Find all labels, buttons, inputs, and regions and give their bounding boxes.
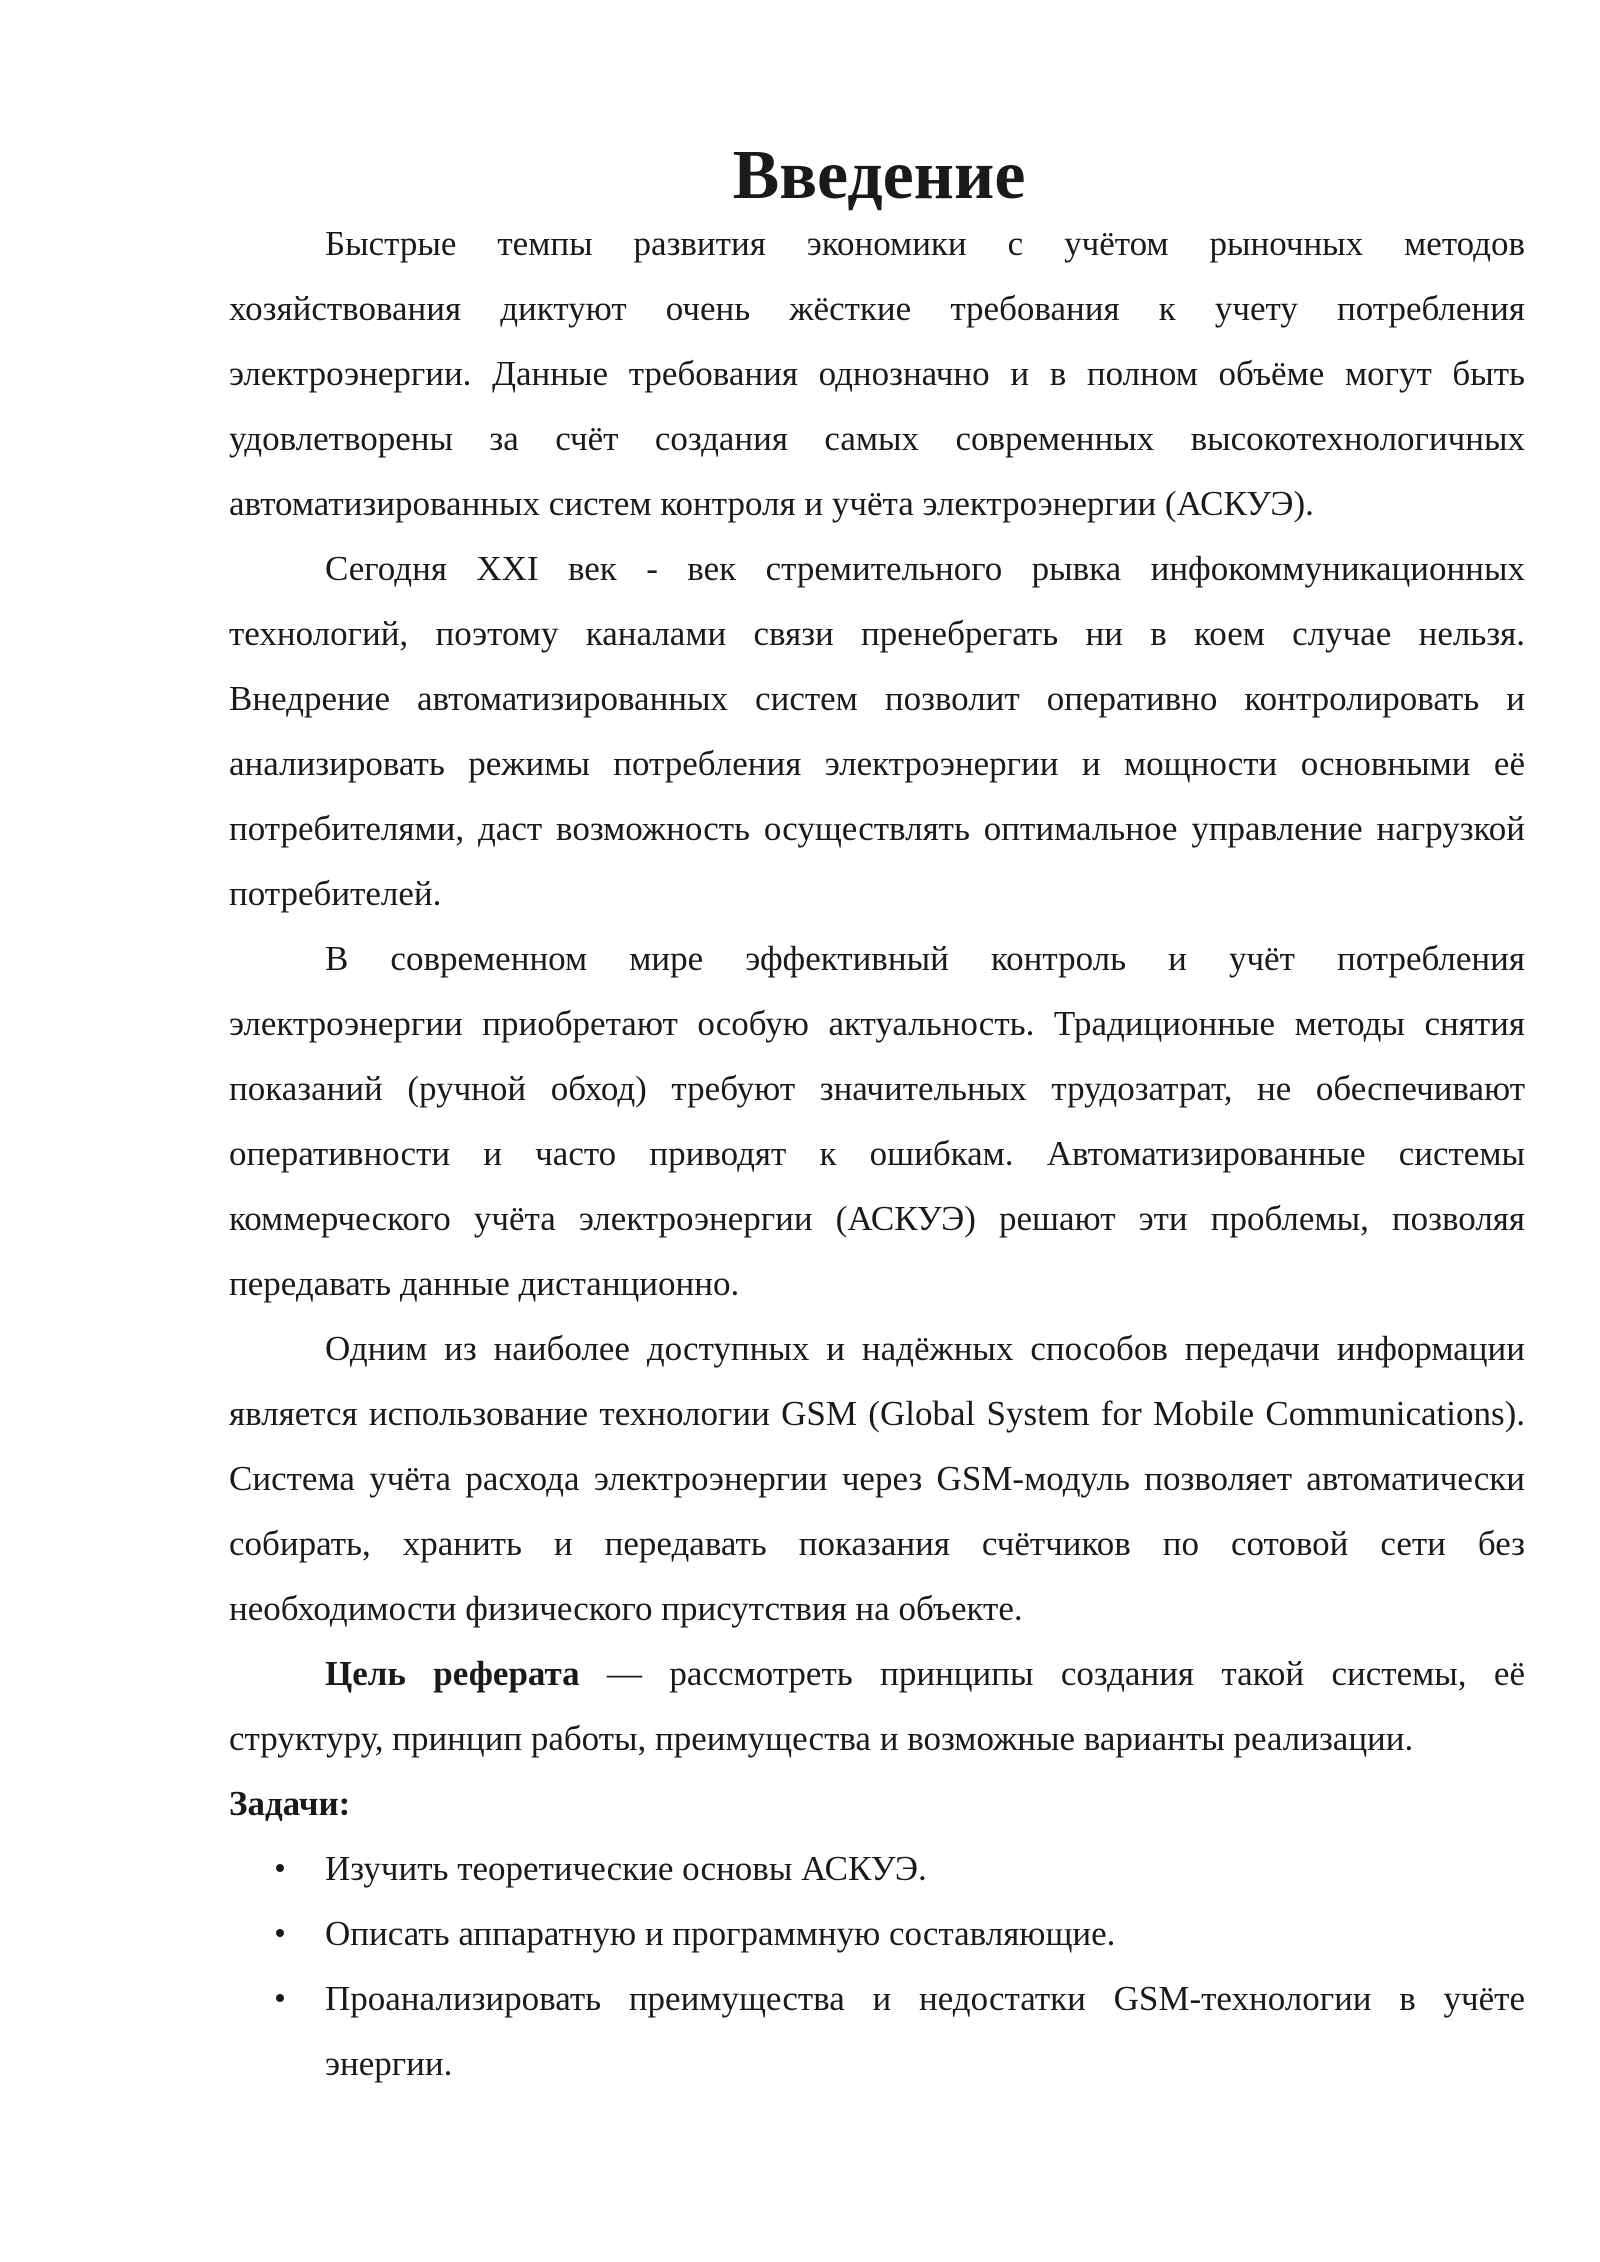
goal-text: — рассмотреть принципы создания такой системы, её структуру, принцип работы, преимущества и возможные варианты реализации. — [229, 1654, 1525, 1758]
bullet-icon — [276, 1994, 284, 2002]
goal-paragraph — [229, 1641, 1525, 1771]
list-item — [229, 1966, 1525, 2096]
bullet-icon — [276, 1864, 284, 1872]
goal-label: Цель реферата — [325, 1654, 580, 1693]
bullet-icon — [276, 1929, 284, 1937]
task-text: Проанализировать преимущества и недостатки GSM-технологии в учёте энергии. — [325, 1979, 1525, 2083]
paragraph-4: Одним из наиболее доступных и надёжных способов передачи информации является использование технологии GSM (Global System for Mobile Communications). Система учёта расхода электроэнергии через GSM-модуль позволяет автоматически собирать, хранить и передавать показания счётчиков по сотовой сети без необходимости физического присутствия на объекте. — [229, 1329, 1525, 1628]
list-item — [229, 1901, 1525, 1966]
list-item — [229, 1836, 1525, 1901]
task-text: Изучить теоретические основы АСКУЭ. — [325, 1849, 927, 1888]
task-text: Описать аппаратную и программную составляющие. — [325, 1914, 1116, 1953]
paragraph-2: Сегодня XXI век - век стремительного рывка инфокоммуникационных технологий, поэтому каналами связи пренебрегать ни в коем случае нельзя. Внедрение автоматизированных систем позволит оперативно контролировать и анализировать режимы потребления электроэнергии и мощности основными её потребителями, даст возможность осуществлять оптимальное управление нагрузкой потребителей. — [229, 549, 1525, 913]
document-body — [229, 137, 1525, 2096]
paragraph-3: В современном мире эффективный контроль и учёт потребления электроэнергии приобретают особую актуальность. Традиционные методы снятия показаний (ручной обход) требуют значительных трудозатрат, не обеспечивают оперативности и часто приводят к ошибкам. Автоматизированные системы коммерческого учёта электроэнергии (АСКУЭ) решают эти проблемы, позволяя передавать данные дистанционно. — [229, 939, 1525, 1303]
tasks-heading: Задачи: — [229, 1784, 351, 1823]
tasks-list — [229, 1836, 1525, 2096]
paragraph-1: Быстрые темпы развития экономики с учётом рыночных методов хозяйствования диктуют очень жёсткие требования к учету потребления электроэнергии. Данные требования однозначно и в полном объёме могут быть удовлетворены за счёт создания самых современных высокотехнологичных автоматизированных систем контроля и учёта электроэнергии (АСКУЭ). — [229, 224, 1525, 523]
page-title: Введение — [732, 137, 1026, 214]
